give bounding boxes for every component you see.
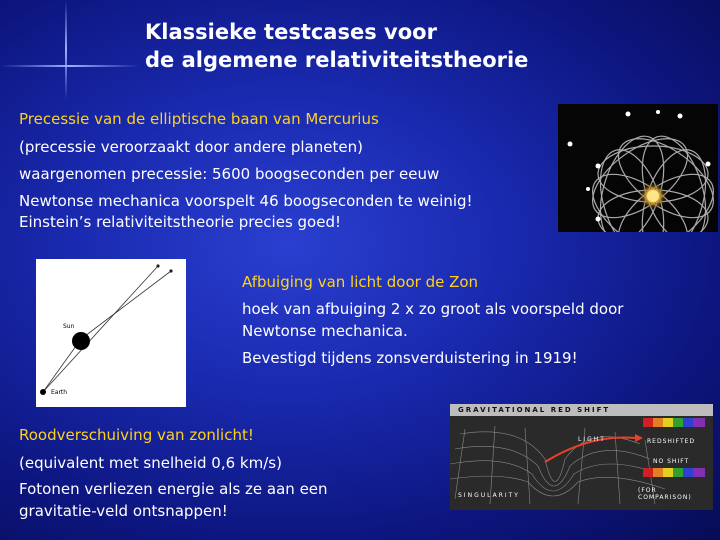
comparison-label: (FOR COMPARISON) — [638, 487, 692, 501]
redshift-line-1: (equivalent met snelheid 0,6 km/s) — [19, 454, 282, 472]
mercury-line-2: waargenomen precessie: 5600 boogseconden per eeuw — [19, 165, 440, 183]
decorative-cross-horizontal — [0, 65, 140, 67]
mercury-heading: Precessie van de elliptische baan van Mercurius — [19, 110, 379, 128]
light-heading: Afbuiging van licht door de Zon — [242, 273, 479, 291]
sun-label: Sun — [63, 323, 75, 330]
decorative-cross-vertical — [65, 0, 67, 100]
mercury-orbit-drawing — [558, 104, 718, 232]
earth-label: Earth — [51, 389, 68, 396]
slide-title — [145, 18, 528, 74]
redshift-heading: Roodverschuiving van zonlicht! — [19, 426, 254, 444]
mercury-orbit-image — [558, 104, 718, 232]
light-label: LIGHT — [578, 436, 606, 443]
no-shift-label: NO SHIFT — [653, 458, 690, 465]
title-line-2: de algemene relativiteitstheorie — [145, 48, 529, 72]
light-bending-diagram — [36, 259, 186, 407]
redshift-line-2: Fotonen verliezen energie als ze aan een — [19, 480, 328, 498]
light-line-2: Newtonse mechanica. — [242, 322, 408, 340]
light-line-3: Bevestigd tijdens zonsverduistering in 1919! — [242, 349, 578, 367]
light-line-1: hoek van afbuiging 2 x zo groot als voorspeld door — [242, 300, 624, 318]
mercury-line-1: (precessie veroorzaakt door andere planeten) — [19, 138, 363, 156]
singularity-label: SINGULARITY — [458, 492, 520, 499]
mercury-line-4: Einstein’s relativiteitstheorie precies goed! — [19, 213, 341, 231]
redshifted-label: REDSHIFTED — [647, 438, 696, 445]
redshift-title-label: GRAVITATIONAL RED SHIFT — [458, 406, 611, 414]
light-bending-drawing — [36, 259, 186, 407]
title-line-1: Klassieke testcases voor — [145, 20, 437, 44]
gravitational-redshift-image — [450, 404, 713, 510]
redshift-line-3: gravitatie-veld ontsnappen! — [19, 502, 228, 520]
mercury-line-3: Newtonse mechanica voorspelt 46 boogseconden te weinig! — [19, 192, 473, 210]
